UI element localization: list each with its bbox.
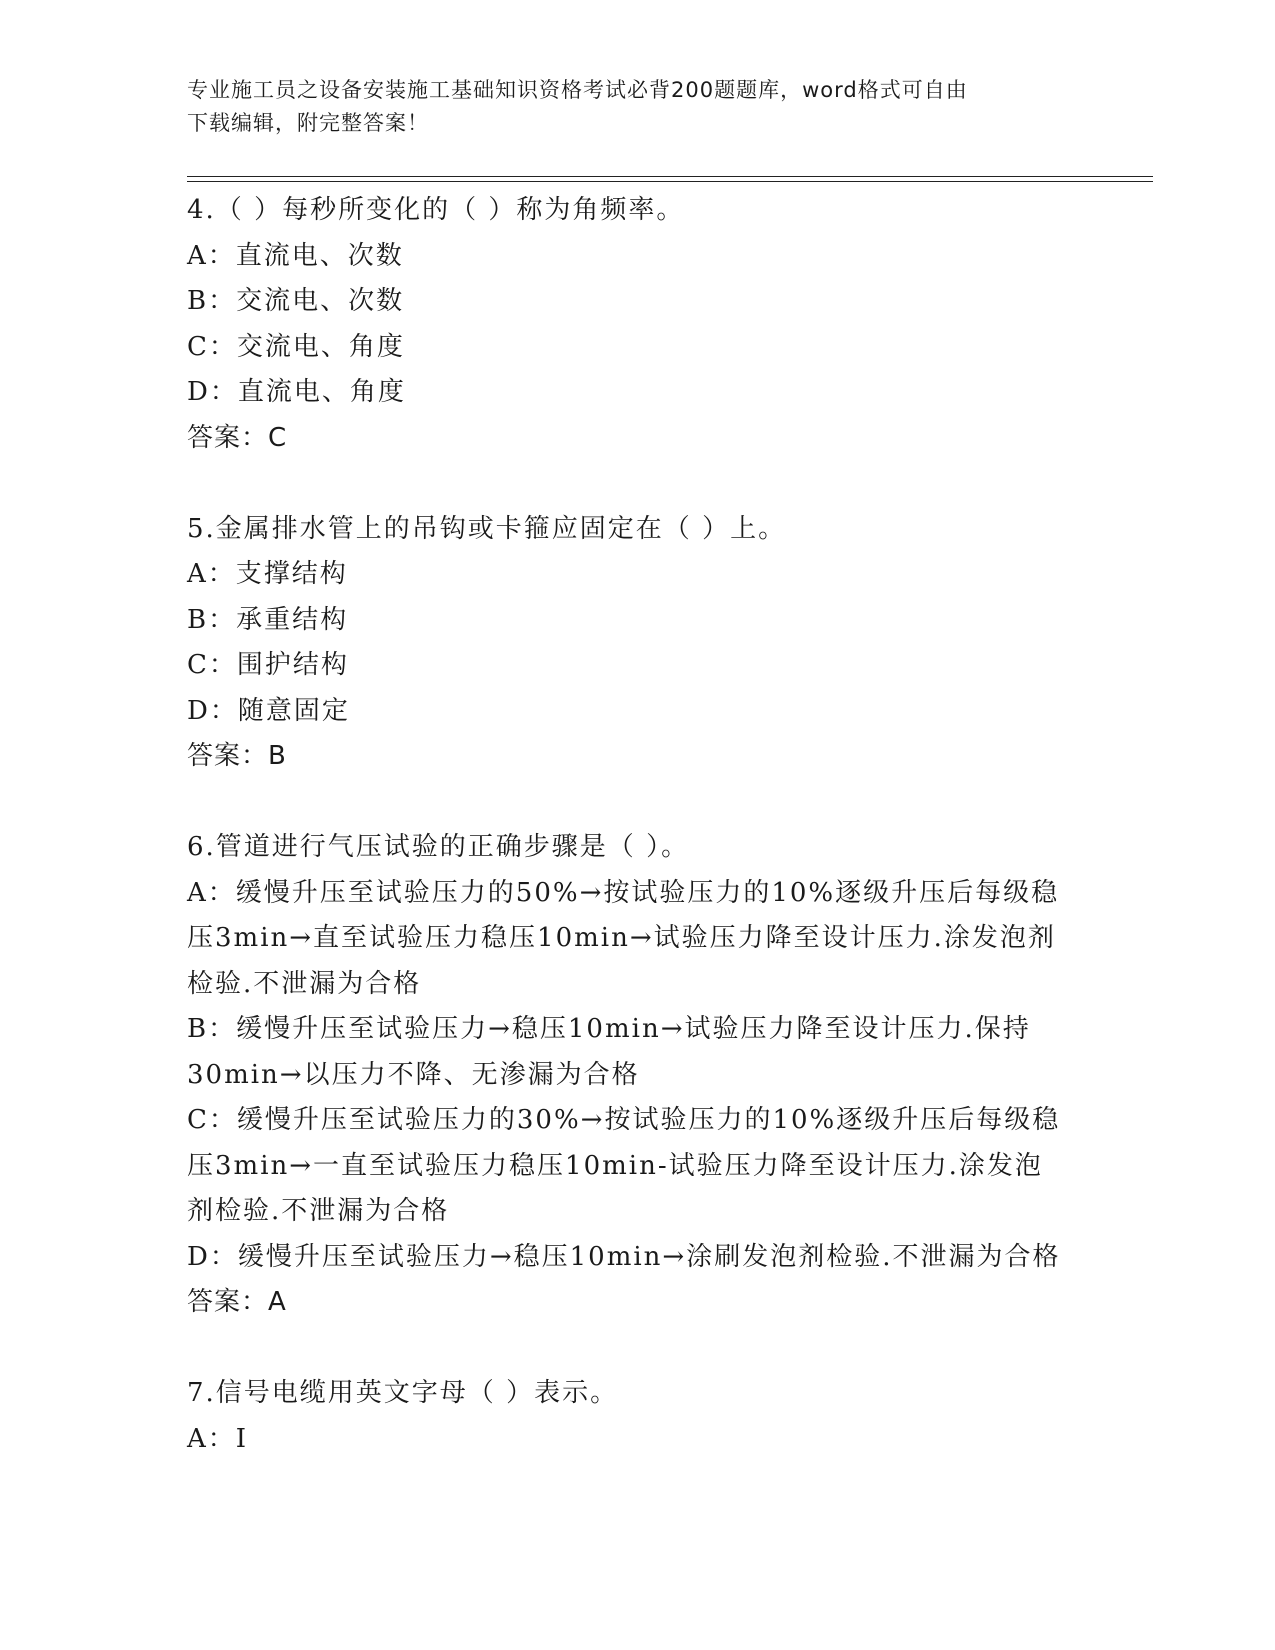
answer-line: 答案：B xyxy=(187,741,287,771)
header-rule-top xyxy=(187,176,1153,177)
question-7 xyxy=(187,1371,1087,1462)
question-stem: 7.信号电缆用英文字母（ ）表示。 xyxy=(187,1378,619,1408)
answer-line: 答案：C xyxy=(187,422,288,453)
header-rule-bottom xyxy=(187,181,1153,182)
answer-line: 答案：A xyxy=(187,1287,287,1317)
option-b-line-1: B：缓慢升压至试验压力→稳压10min→试验压力降至设计压力.保持 xyxy=(187,1014,1031,1044)
question-stem: 4.（ ）每秒所变化的（ ）称为角频率。 xyxy=(187,195,685,225)
option-b-line-2: 30min→以压力不降、无渗漏为合格 xyxy=(187,1059,640,1090)
option-b: B：承重结构 xyxy=(187,604,349,635)
option-c-line-1: C：缓慢升压至试验压力的30%→按试验压力的10%逐级升压后每级稳 xyxy=(187,1105,1061,1135)
question-4 xyxy=(187,188,1087,461)
option-d: D：缓慢升压至试验压力→稳压10min→涂刷发泡剂检验.不泄漏为合格 xyxy=(187,1241,1061,1272)
question-6 xyxy=(187,825,1087,1326)
question-list xyxy=(187,188,1087,1462)
option-a: A：直流电、次数 xyxy=(187,240,404,271)
option-d: D：直流电、角度 xyxy=(187,377,406,407)
header-line-1: 专业施工员之设备安装施工基础知识资格考试必背200题题库，word格式可自由 xyxy=(187,78,968,102)
option-d: D：随意固定 xyxy=(187,695,350,726)
option-a-line-3: 检验.不泄漏为合格 xyxy=(187,968,422,999)
option-a: A：支撑结构 xyxy=(187,559,348,589)
option-a-line-2: 压3min→直至试验压力稳压10min→试验压力降至设计压力.涂发泡剂 xyxy=(187,923,1056,953)
option-b: B：交流电、次数 xyxy=(187,286,405,316)
header-line-2: 下载编辑，附完整答案！ xyxy=(187,111,429,135)
document-header xyxy=(187,74,1087,140)
question-stem: 5.金属排水管上的吊钩或卡箍应固定在（ ）上。 xyxy=(187,513,787,544)
option-c-line-3: 剂检验.不泄漏为合格 xyxy=(187,1196,450,1226)
option-a-line-1: A：缓慢升压至试验压力的50%→按试验压力的10%逐级升压后每级稳 xyxy=(187,877,1060,908)
option-c: C：交流电、角度 xyxy=(187,331,405,362)
option-a: A：I xyxy=(187,1423,249,1454)
question-5 xyxy=(187,507,1087,780)
option-c-line-2: 压3min→一直至试验压力稳压10min-试验压力降至设计压力.涂发泡 xyxy=(187,1150,1043,1181)
option-c: C：围护结构 xyxy=(187,650,349,680)
question-stem: 6.管道进行气压试验的正确步骤是（ ）。 xyxy=(187,832,690,862)
